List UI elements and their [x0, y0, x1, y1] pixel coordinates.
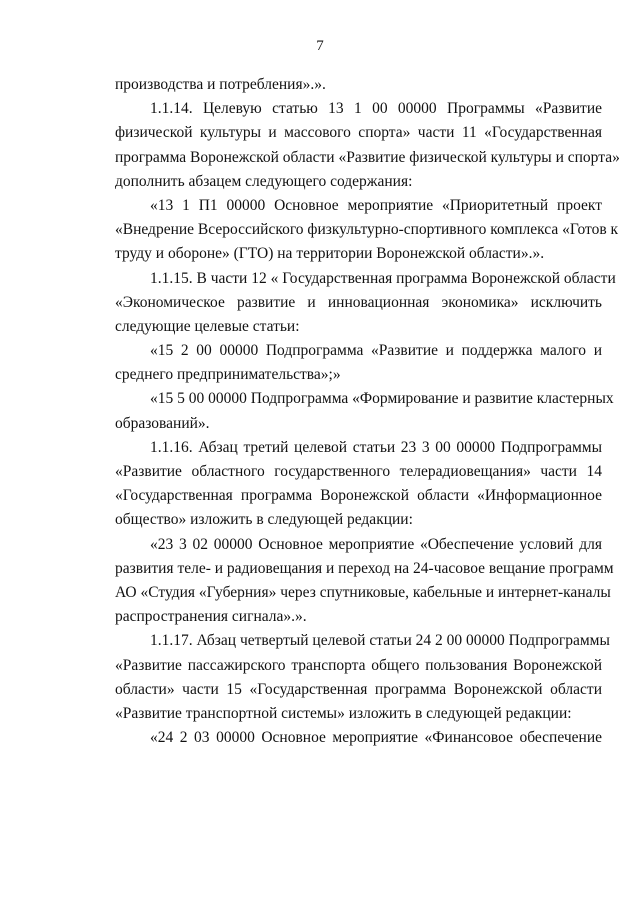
text-line: области» части 15 «Государственная программа Воронежской области [115, 680, 602, 698]
text-line: развития теле- и радиовещания и переход на 24-часовое вещание программ [115, 559, 614, 577]
text-line: 1.1.14. Целевую статью 13 1 00 00000 Программы «Развитие [150, 100, 602, 118]
text-line: 1.1.17. Абзац четвертый целевой статьи 24 2 00 00000 Подпрограммы [150, 632, 610, 650]
text-line: «Экономическое развитие и инновационная экономика» исключить [115, 293, 602, 311]
text-line: труду и обороне» (ГТО) на территории Воронежской области».». [115, 245, 545, 263]
text-line: дополнить абзацем следующего содержания: [115, 172, 413, 190]
text-line: «24 2 03 00000 Основное мероприятие «Финансовое обеспечение [150, 729, 602, 747]
text-line: «23 3 02 00000 Основное мероприятие «Обеспечение условий для [150, 535, 602, 553]
document-body [115, 73, 620, 750]
text-line: 1.1.15. В части 12 « Государственная программа Воронежской области [150, 269, 616, 287]
text-line: программа Воронежской области «Развитие физической культуры и спорта» [115, 148, 620, 166]
text-line: производства и потребления».». [115, 76, 326, 93]
text-line: образований». [115, 414, 210, 432]
text-line: следующие целевые статьи: [115, 317, 300, 335]
page-number: 7 [316, 38, 324, 54]
text-line: «Развитие областного государственного телерадиовещания» части 14 [115, 463, 602, 480]
text-line: общество» изложить в следующей редакции: [115, 511, 413, 529]
text-line: распространения сигнала».». [115, 608, 307, 626]
text-line: АО «Студия «Губерния» через спутниковые, кабельные и интернет-каналы [115, 583, 611, 601]
text-line: физической культуры и массового спорта» части 11 «Государственная [115, 124, 602, 142]
text-line: среднего предпринимательства»;» [115, 366, 341, 384]
text-line: 1.1.16. Абзац третий целевой статьи 23 3 00 00000 Подпрограммы [150, 438, 602, 456]
text-line: «13 1 П1 00000 Основное мероприятие «Приоритетный проект [150, 196, 602, 214]
text-line: «Развитие транспортной системы» изложить в следующей редакции: [115, 704, 572, 722]
text-line: «Государственная программа Воронежской области «Информационное [115, 487, 602, 505]
text-line: «Внедрение Всероссийского физкультурно-спортивного комплекса «Готов к [115, 221, 619, 239]
text-line: «15 2 00 00000 Подпрограмма «Развитие и поддержка малого и [150, 342, 602, 360]
text-line: «Развитие пассажирского транспорта общего пользования Воронежской [115, 656, 602, 674]
text-line: «15 5 00 00000 Подпрограмма «Формирование и развитие кластерных [150, 390, 614, 408]
